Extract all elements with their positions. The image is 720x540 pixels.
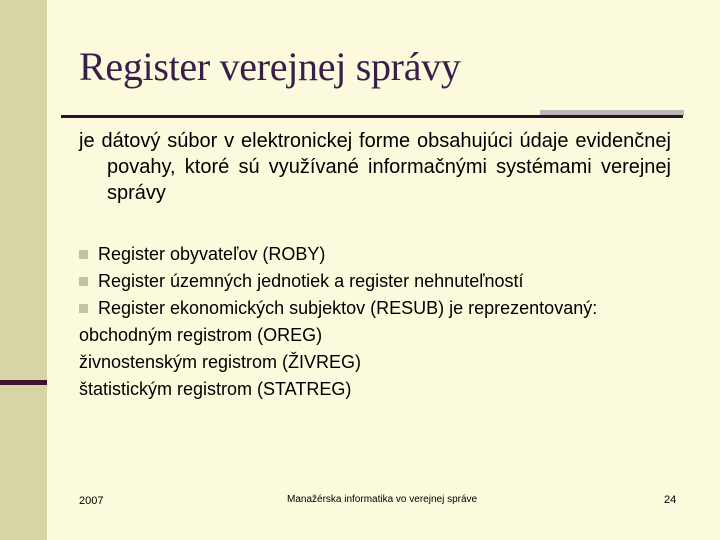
list-item-text: Register územných jednotiek a register nehnuteľností <box>98 271 524 291</box>
page-number: 24 <box>664 494 677 506</box>
square-bullet-icon <box>79 250 88 259</box>
list-item-text: Register ekonomických subjektov (RESUB) je reprezentovaný: <box>98 298 598 318</box>
list-item <box>79 268 699 295</box>
square-bullet-icon <box>79 277 88 286</box>
intro-paragraph: je dátový súbor v elektronickej forme obsahujúci údaje evidenčnej povahy, ktoré sú využívané informačnými systémami verejnej správy <box>79 130 671 204</box>
content-list <box>79 241 699 403</box>
footer-title: Manažérska informatika vo verejnej správe <box>287 494 478 505</box>
title-divider <box>61 115 683 118</box>
square-bullet-icon <box>79 304 88 313</box>
list-item-text: Register obyvateľov (ROBY) <box>98 244 326 264</box>
slide-title: Register verejnej správy <box>79 44 461 89</box>
footer-year: 2007 <box>79 495 104 507</box>
left-decor-strip <box>0 0 47 540</box>
list-item <box>79 295 699 322</box>
sub-line: živnostenským registrom (ŽIVREG) <box>79 352 362 372</box>
left-decor-bar <box>0 380 47 385</box>
sub-line: obchodným registrom (OREG) <box>79 325 323 345</box>
sub-line: štatistickým registrom (STATREG) <box>79 379 352 399</box>
list-item <box>79 241 699 268</box>
